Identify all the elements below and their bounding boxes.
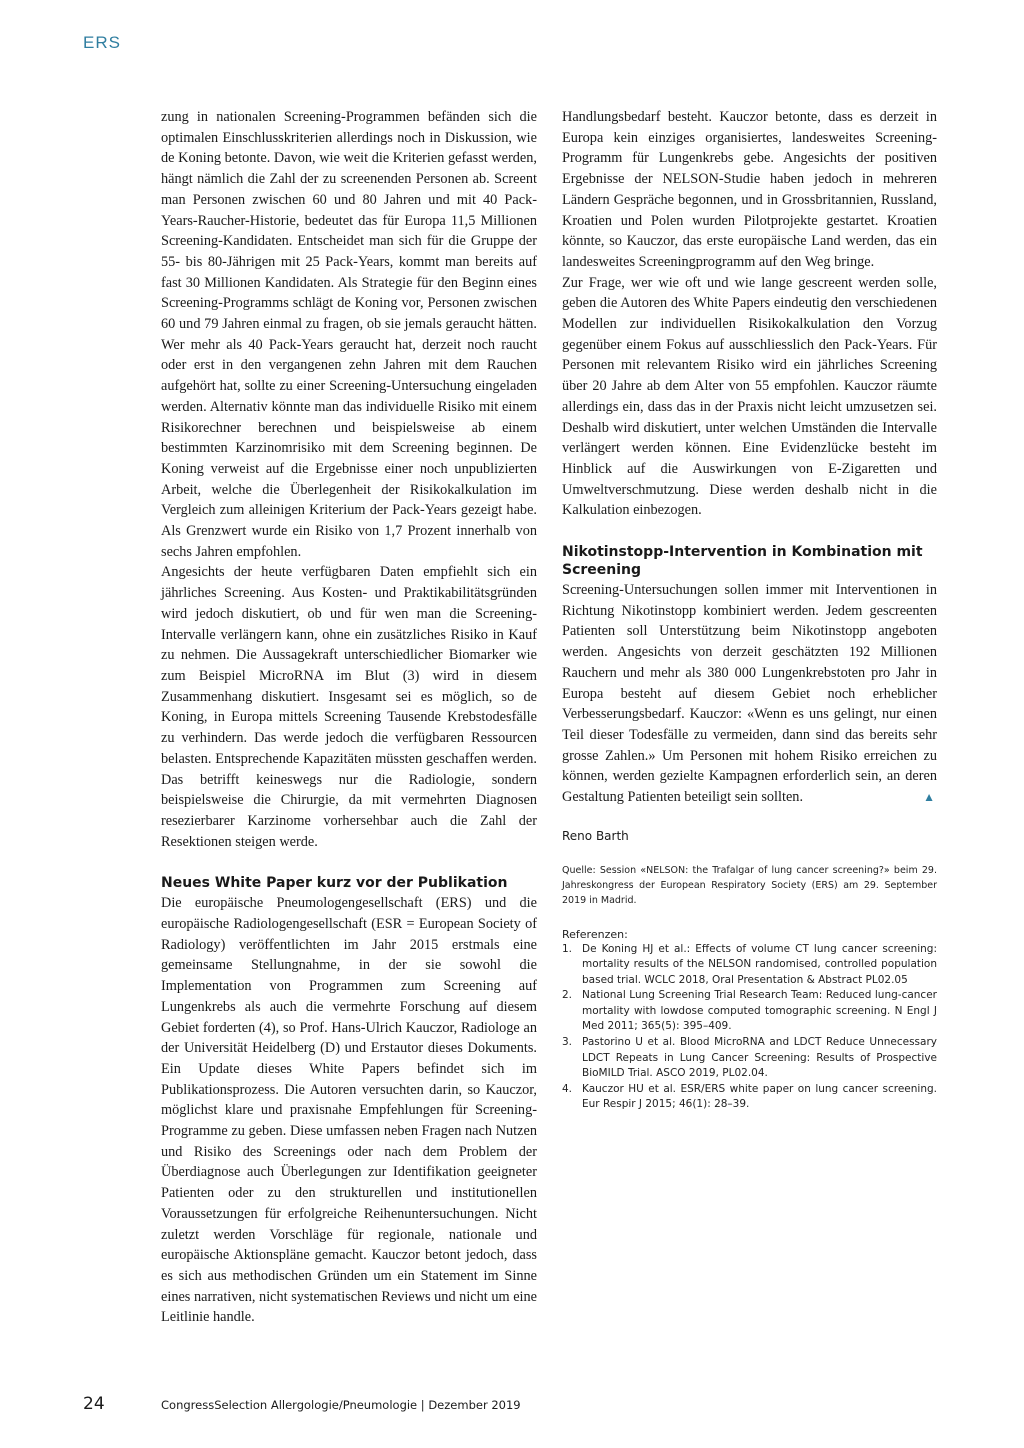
- reference-item: [562, 988, 937, 1035]
- reference-text: De Koning HJ et al.: Effects of volume CT lung cancer screening: mortality results of the NELSON randomised, controlled population based trial. WCLC 2018, Oral Presentation & Abstract PL02.05: [582, 942, 937, 986]
- section-label: ERS: [83, 33, 121, 52]
- reference-number: 2.: [562, 989, 573, 1002]
- body-text: Screening-Untersuchungen sollen immer mit Interventionen in Richtung Nikotinstopp kombiniert werden. Jedem gescreenten Patienten soll Unterstützung beim Nikotinstopp angeboten werden. Angesichts von derzeit geschätzten 192 Millionen Rauchern und mehr als 380 000 Lungenkrebstoten pro Jahr in Europa besteht auf diesem Gebiet noch erheblicher Verbesserungsbedarf. Kauczor: «Wenn es uns gelingt, nur einen Teil dieser Todesfälle zu vermeiden, dann sind das bereits sehr grosse Zahlen.» Um Personen mit hohem Risiko erreichen zu können, werden gezielte Kampagnen erforderlich sein, an deren Gestaltung Patienten beteiligt sein sollten.: [562, 582, 937, 806]
- reference-item: [562, 1035, 937, 1082]
- references-title: Referenzen:: [562, 927, 628, 941]
- references-list: [562, 942, 937, 1114]
- author-name: Reno Barth: [562, 828, 629, 843]
- publication-footer: CongressSelection Allergologie/Pneumologie | Dezember 2019: [161, 1398, 521, 1412]
- body-paragraph: Angesichts der heute verfügbaren Daten empfiehlt sich ein jährliches Screening. Aus Kosten- und Praktikabilitätsgründen wird jedoch diskutiert, ob und für wen man die Screening-Intervalle verlängern kann, ohne ein zusätzliches Risiko in Kauf zu nehmen. Die Aussagekraft unterschiedlicher Biomarker wie zum Beispiel MicroRNA im Blut (3) wird in diesem Zusammenhang diskutiert. Insgesamt sei es möglich, so de Koning, in Europa mittels Screening Tausende Krebstodesfälle zu verhindern. Das werde jedoch die verfügbaren Ressourcen belasten. Entsprechende Kapazitäten müssten geschaffen werden. Das betrifft keineswegs nur die Radiologie, sondern beispielsweise die Chirurgie, da mit vermehrten Diagnosen resezierbarer Karzinome vorhersehbar auch die Zahl der Resektionen steigen werde.: [161, 564, 537, 850]
- reference-text: Kauczor HU et al. ESR/ERS white paper on lung cancer screening. Eur Respir J 2015; 46(1): 28–39.: [582, 1082, 937, 1111]
- reference-text: Pastorino U et al. Blood MicroRNA and LDCT Reduce Unnecessary LDCT Repeats in Lung Cancer Screening: Results of Prospective BioMILD Trial. ASCO 2019, PL02.04.: [582, 1036, 937, 1080]
- body-paragraph: [562, 580, 937, 808]
- left-column: [161, 107, 537, 1328]
- right-column: [562, 107, 937, 1113]
- body-paragraph: Die europäische Pneumologengesellschaft (ERS) und die europäische Radiologengesellschaft (ESR = European Society of Radiology) veröffentlichten im Jahr 2015 erstmals eine gemeinsame Stellungnahme, in der sie sowohl die Implementation von Programmen zum Screening auf Lungenkrebs als auch die vermehrte Forschung auf diesem Gebiet forderten (4), so Prof. Hans-Ulrich Kauczor, Radiologe an der Universität Heidelberg (D) und Erstautor dieses Dokuments. Ein Update dieses White Papers befindet sich im Publikationsprozess. Die Autoren versuchten darin, so Kauczor, möglichst klare und praxisnahe Empfehlungen für Screening-Programme zu geben. Diese umfassen neben Fragen nach Nutzen und Risiko des Screenings oder nach dem Problem der Überdiagnose auch Überlegungen zur Identifikation geeigneter Patienten oder zu den strukturellen und institutionellen Voraussetzungen für erfolgreiche Reihenuntersuchungen. Nicht zuletzt werden Vorschläge für regionale, nationale und europäische Aktionspläne gemacht. Kauczor betont jedoch, dass es sich aus methodischen Gründen um ein Statement im Sinne eines narrativen, nicht systematischen Reviews und nicht um eine Leitlinie handle.: [161, 895, 537, 1326]
- reference-number: 4.: [562, 1082, 573, 1095]
- section-heading: Nikotinstopp-Intervention in Kombination mit Screening: [562, 544, 923, 579]
- reference-number: 3.: [562, 1036, 573, 1049]
- source-note: Quelle: Session «NELSON: the Trafalgar of lung cancer screening?» beim 29. Jahreskongress der European Respiratory Society (ERS) am 29. September 2019 in Madrid.: [562, 864, 937, 906]
- reference-number: 1.: [562, 942, 573, 955]
- reference-item: [562, 1082, 937, 1113]
- section-heading: Neues White Paper kurz vor der Publikation: [161, 875, 508, 892]
- body-paragraph: Handlungsbedarf besteht. Kauczor betonte, dass es derzeit in Europa kein einziges organisiertes, landesweites Screening-Programm für Lungenkrebs gebe. Angesichts der positiven Ergebnisse der NELSON-Studie haben jedoch in mehreren Ländern Gespräche begonnen, und in Grossbritannien, Russland, Kroatien und Polen wurden Pilotprojekte gestartet. Kroatien könnte, so Kauczor, das erste europäische Land werden, das ein landesweites Screeningprogramm auf den Weg bringe.: [562, 109, 937, 270]
- page-number: 24: [83, 1394, 105, 1414]
- reference-item: [562, 942, 937, 989]
- body-paragraph: Zur Frage, wer wie oft und wie lange gescreent werden solle, geben die Autoren des White Papers eindeutig den verschiedenen Modellen zur individuellen Risikokalkulation den Vorzug gegenüber einem Fokus auf ausschliesslich den Pack-Years. Für Personen mit relevantem Risiko wird ein jährliches Screening über 20 Jahre ab dem Alter von 55 empfohlen. Kauczor räumte allerdings ein, dass das in der Praxis nicht leicht umzusetzen sei. Deshalb wird diskutiert, unter welchen Umständen die Intervalle verlängert werden können. Eine Evidenzlücke besteht im Hinblick auf die Auswirkungen von E-Zigaretten und Umweltverschmutzung. Diese werden deshalb nicht in die Kalkulation einbezogen.: [562, 274, 937, 519]
- end-of-article-triangle-icon: ▲: [923, 790, 935, 805]
- body-paragraph: zung in nationalen Screening-Programmen befänden sich die optimalen Einschlusskriterien allerdings noch in Diskussion, wie de Koning betonte. Davon, wie weit die Kriterien gefasst werden, hängt nämlich die Zahl der zu screenenden Personen ab. Screent man Personen zwischen 60 und 80 Jahren und mit 40 Pack-Years-Raucher-Historie, bedeutet das für Europa 11,5 Millionen Screening-Kandidaten. Entscheidet man sich für die Gruppe der 55- bis 80-Jährigen mit 25 Pack-Years, kommt man bereits auf fast 30 Millionen Kandidaten. Als Strategie für den Beginn eines Screening-Programms schlägt de Koning vor, Personen zwischen 60 und 79 Jahren einmal zu fragen, ob sie jemals geraucht hätten. Wer mehr als 40 Pack-Years geraucht hat, derzeit noch raucht oder erst in den vergangenen zehn Jahren mit dem Rauchen aufgehört hat, sollte zu einer Screening-Untersuchung eingeladen werden. Alternativ könnte man das individuelle Risiko mit einem Risikorechner berechnen und beispielsweise ab einem bestimmten Karzinomrisiko mit dem Screening beginnen. De Koning verweist auf die Ergebnisse einer noch unpublizierten Arbeit, welche die Überlegenheit der Risikokalkulation im Vergleich zum alleinigen Kriterium der Pack-Years gezeigt habe. Als Grenzwert wurde ein Risiko von 1,7 Prozent innerhalb von sechs Jahren empfohlen.: [161, 109, 537, 560]
- reference-text: National Lung Screening Trial Research Team: Reduced lung-cancer mortality with lowdose computed tomographic screening. N Engl J Med 2011; 365(5): 395–409.: [582, 989, 937, 1033]
